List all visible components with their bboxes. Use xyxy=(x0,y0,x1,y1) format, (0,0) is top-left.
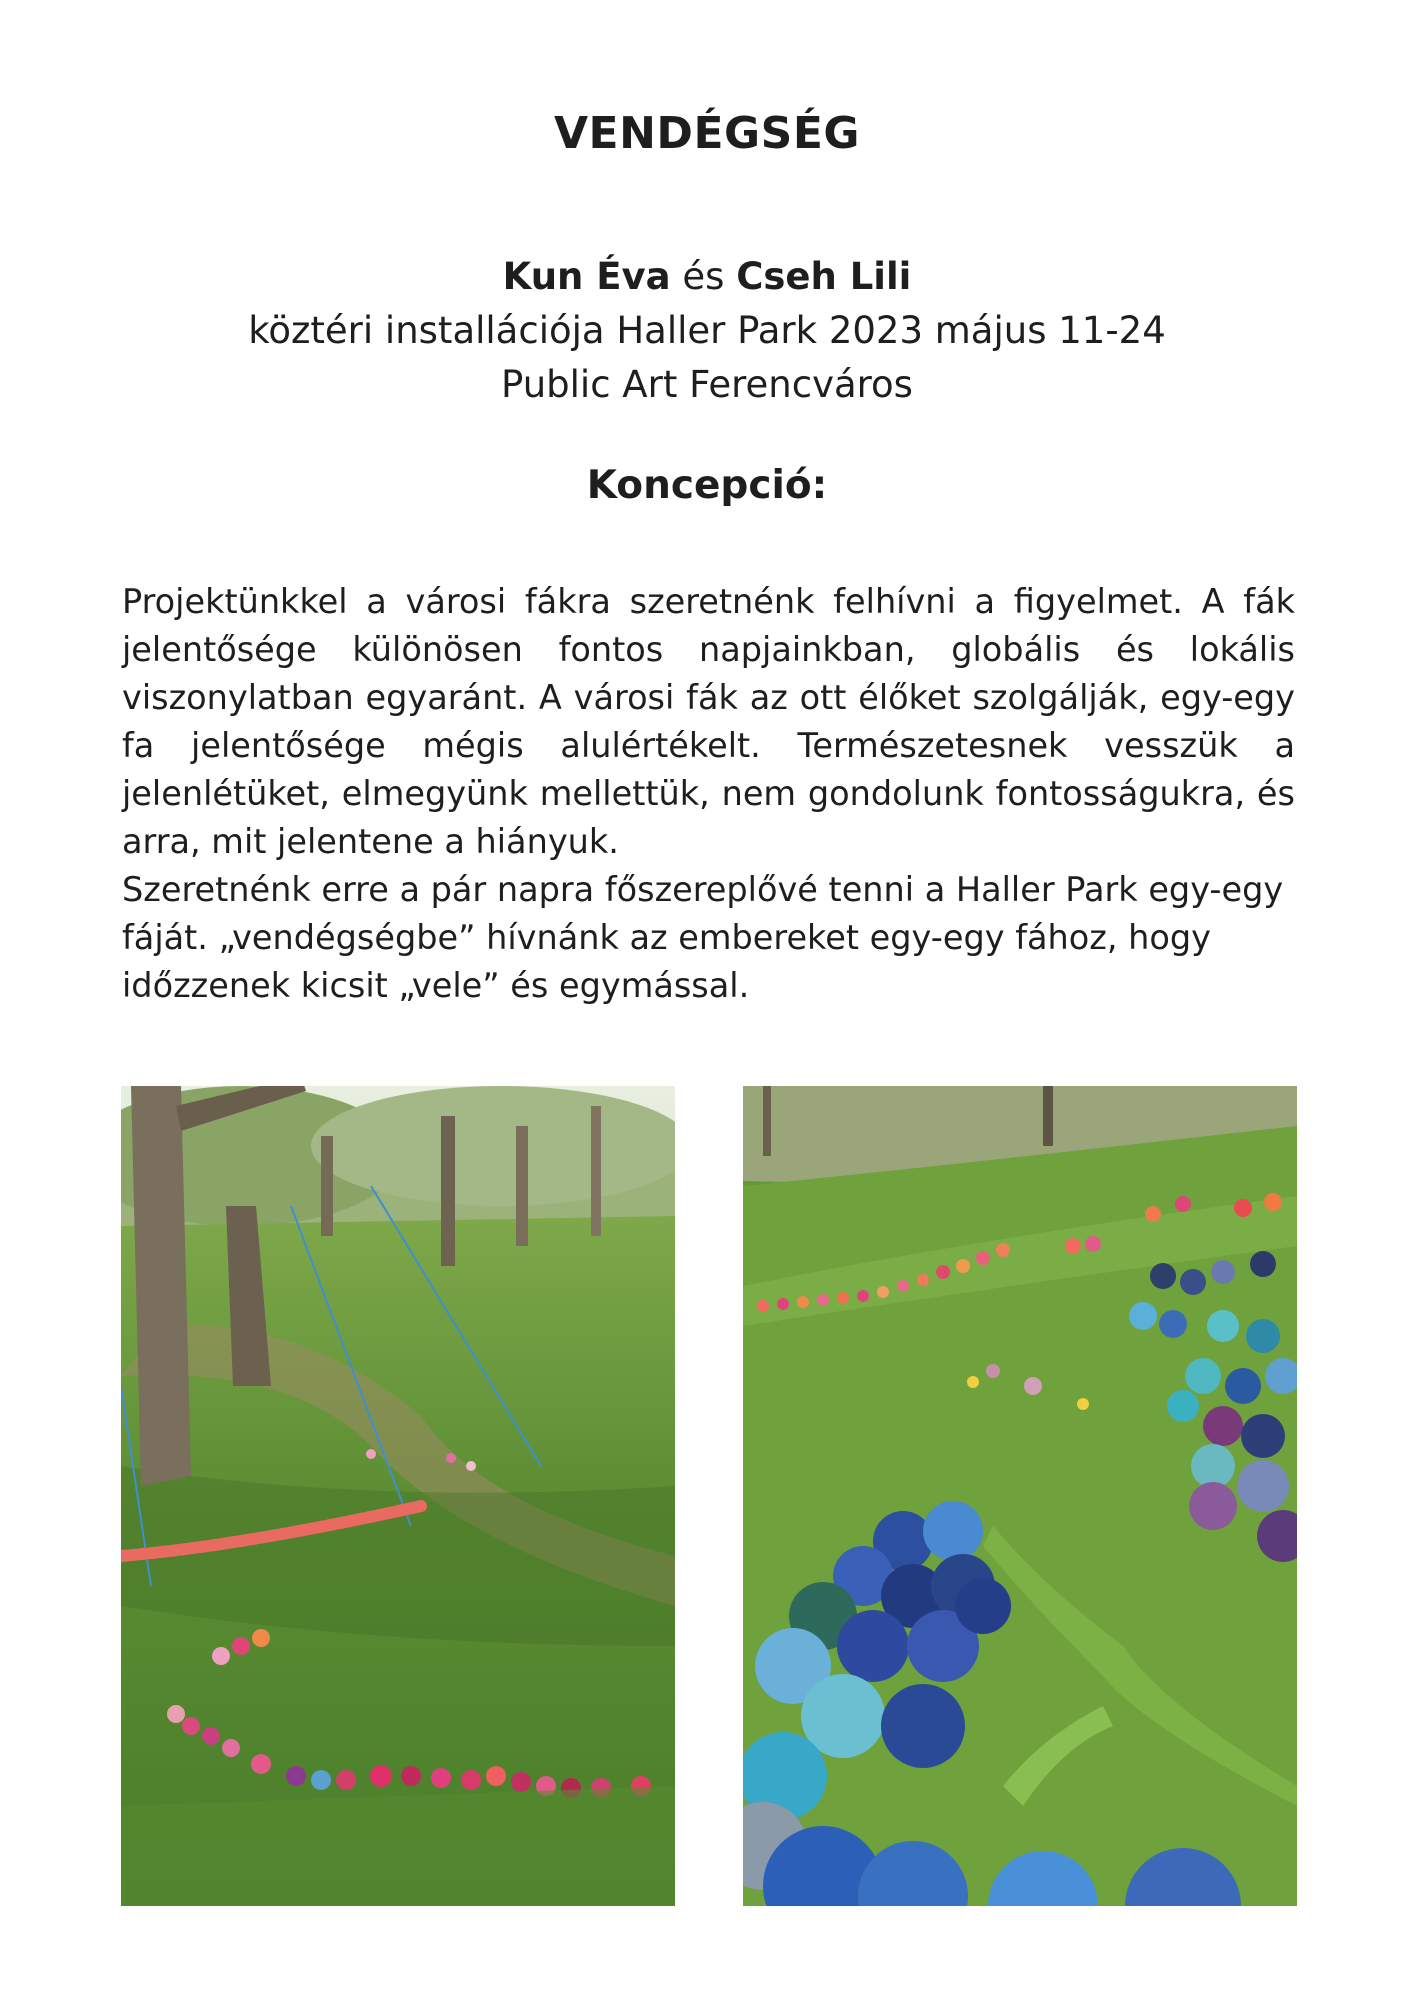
credits-block xyxy=(0,250,1414,412)
artist-connector: és xyxy=(682,255,725,298)
park-photo-left-image xyxy=(121,1086,675,1906)
concept-paragraph-2: Szeretnénk erre a pár napra főszereplővé tenni a Haller Park egy-egy fáját. „vendégségbe” hívnánk az embereket egy-egy fához, hogy időzzenek kicsit „vele” és egymással. xyxy=(122,870,1284,1005)
credits-artists xyxy=(0,250,1414,304)
concept-paragraph-1: Projektünkkel a városi fákra szeretnénk felhívni a figyelmet. A fák jelentősége különösen fontos napjainkban, globális és lokális viszonylatban egyaránt. A városi fák az ott élőket szolgálják, egy-egy fa jelentősége mégis alulértékelt. Természetesnek vesszük a jelenlétüket, elmegyünk mellettük, nem gondolunk fontosságukra, és arra, mit jelentene a hiányuk. xyxy=(122,582,1295,861)
park-photo-left xyxy=(121,1086,675,1906)
park-photo-right-image xyxy=(743,1086,1297,1906)
concept-heading: Koncepció: xyxy=(586,463,828,508)
concept-text xyxy=(122,578,1295,1010)
credits-event-line: köztéri installációja Haller Park 2023 május 11-24 xyxy=(248,309,1166,352)
credits-organizer-line: Public Art Ferencváros xyxy=(501,363,913,406)
page-title: VENDÉGSÉG xyxy=(554,108,860,159)
park-photo-right xyxy=(743,1086,1297,1906)
artist-name-2: Cseh Lili xyxy=(736,255,912,298)
artist-name-1: Kun Éva xyxy=(502,255,671,298)
